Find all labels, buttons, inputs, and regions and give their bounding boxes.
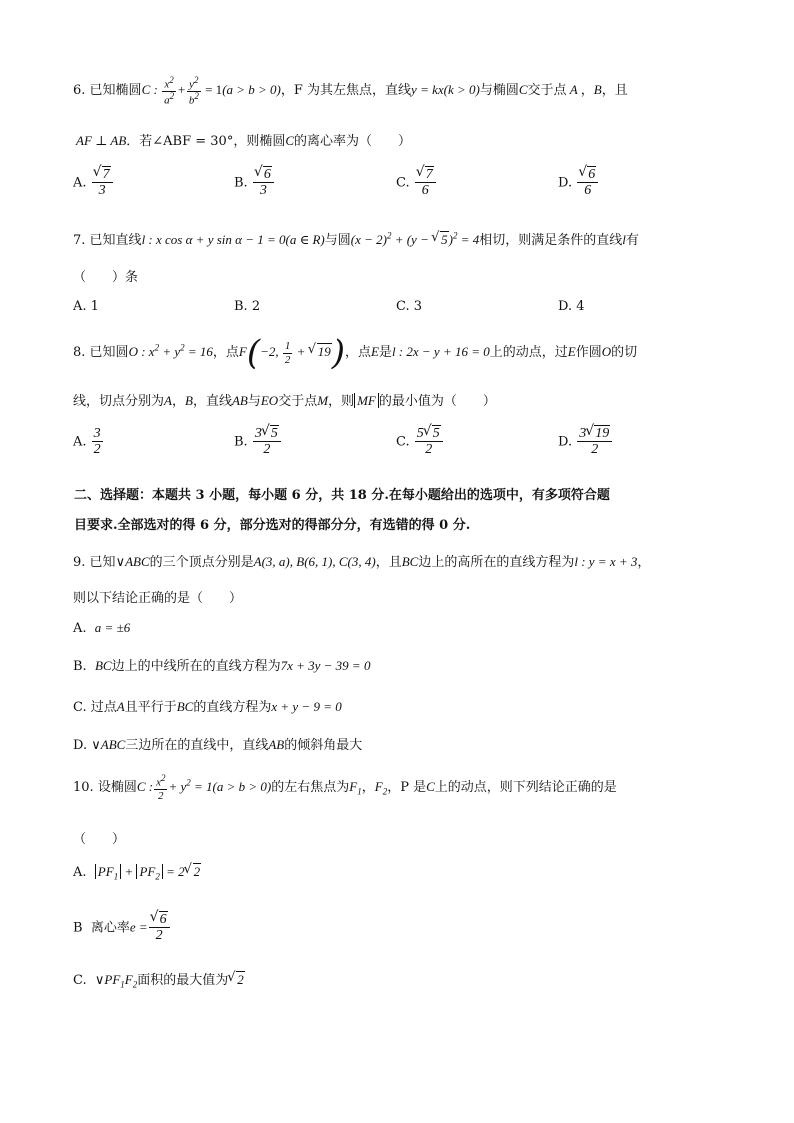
q6-option-d bbox=[558, 167, 599, 199]
math-circle-o: O : $x^2 + y^2 = 16$ bbox=[128, 342, 213, 359]
question-6-line-1: 6. 已知椭圆C : $\frac{x^2}{a^2}$ + $\frac{y^2}{b^2}$ = 1(a > b > 0)，F 为其左焦点，直线y = kx(k > 0)与椭圆C交于点 A ，B，且 bbox=[73, 75, 628, 107]
option-label: C. bbox=[396, 175, 414, 191]
question-7-line-2: （ ）条 bbox=[73, 270, 139, 285]
q8-option-a bbox=[73, 426, 104, 458]
option-label: A. bbox=[73, 434, 91, 450]
question-9-line-1: 9. 已知∨ABC的三个顶点分别是A(3, a), B(6, 1), C(3, 4)，且BC边上的高所在的直线方程为l : y = x + 3， bbox=[73, 554, 651, 570]
question-10-line-1: 10. 设椭圆C : $\frac{x^2}{2}$ + $y^2 = 1(a > b > 0)$的左右焦点为$F_1$，$F_2$，P 是C上的动点，则下列结论正确的是 bbox=[73, 773, 617, 802]
q6-option-c bbox=[396, 167, 437, 199]
option-fraction: $\frac{5√ 5}{2}$ bbox=[415, 426, 443, 458]
q10-option-a: A. $PF_1 + PF_2 = 2√$ 2 bbox=[73, 864, 201, 882]
q9-option-b: B. BC边上的中线所在的直线方程为7x + 3y − 39 = 0 bbox=[73, 658, 371, 674]
math-ellipse-c: C : $\frac{x^2}{2}$ + $y^2 = 1(a > b > 0)$ bbox=[136, 773, 272, 802]
option-label: B. bbox=[234, 175, 252, 191]
math-point-f: F(−2, $\frac{1}{2}$ + √ 19) bbox=[239, 344, 345, 359]
q7-option-a: A. 1 bbox=[73, 299, 99, 314]
option-label: A. bbox=[73, 175, 91, 191]
option-label: D. bbox=[558, 175, 577, 191]
section-2-heading-line-1: 二、选择题：本题共 3 小题，每小题 6 分，共 18 分.在每小题给出的选项中，有多项符合题 bbox=[74, 488, 610, 503]
question-8-line-2: 线，切点分别为A，B，直线AB与EO交于点M，则 MF 的最小值为（ ） bbox=[73, 393, 496, 409]
option-fraction: $\frac{3√ 5}{2}$ bbox=[253, 426, 281, 458]
question-8-line-1: 8. 已知圆O : $x^2 + y^2 = 16$，点F(−2, $\frac{1}{2}$ + √ 19)，点E是l : 2x − y + 16 = 0上的动点，过E作圆O的切 bbox=[73, 336, 637, 370]
option-label: C. bbox=[396, 434, 414, 450]
q6-option-b bbox=[234, 167, 275, 199]
q9-option-d: D. ∨ABC三边所在的直线中，直线AB的倾斜角最大 bbox=[73, 737, 363, 753]
question-9-line-2: 则以下结论正确的是（ ） bbox=[73, 591, 243, 606]
question-6-line-2: AF ⊥ AB．若∠ABF = 30°，则椭圆C的离心率为（ ） bbox=[76, 133, 412, 149]
section-2-heading-line-2: 目要求.全部选对的得 6 分，部分选对的得部分分，有选错的得 0 分. bbox=[74, 518, 471, 533]
q9-option-a: A. a = ±6 bbox=[73, 620, 131, 636]
option-label: D. bbox=[558, 434, 577, 450]
math-vertices: A(3, a), B(6, 1), C(3, 4) bbox=[253, 554, 376, 569]
math-ellipse-eq: C : $\frac{x^2}{a^2}$ + $\frac{y^2}{b^2}$ = 1(a > b > 0) bbox=[141, 75, 281, 107]
q10-option-b: B 离心率e = √ $\frac{6}{2}$ bbox=[73, 912, 171, 944]
option-fraction: √ $\frac{6}{6}$ bbox=[577, 167, 598, 199]
q8-option-c bbox=[396, 426, 444, 458]
q6-option-a bbox=[73, 167, 114, 199]
option-fraction: $\frac{3√ 19}{2}$ bbox=[577, 426, 612, 458]
q8-option-b bbox=[234, 426, 282, 458]
option-fraction: $\frac{3}{2}$ bbox=[93, 426, 101, 458]
question-7-line-1: 7. 已知直线l : x cos α + y sin α − 1 = 0(a ∈ R)与圆$(x - 2)^2 + (y$ − √ 5)$^2$ = 4相切，则满足条件的直线l有 bbox=[73, 229, 639, 248]
q7-option-d: D. 4 bbox=[558, 299, 585, 314]
q10-option-c: C. $\vee PF_1F_2$面积的最大值为√ 2 bbox=[73, 969, 245, 990]
option-fraction: √ $\frac{6}{3}$ bbox=[253, 167, 274, 199]
q7-option-b: B. 2 bbox=[234, 299, 261, 314]
q9-option-c: C. 过点A且平行于BC的直线方程为x + y − 9 = 0 bbox=[73, 699, 342, 715]
option-fraction: √ $\frac{7}{6}$ bbox=[415, 167, 436, 199]
question-10-line-2: （ ） bbox=[73, 832, 126, 847]
q7-option-c: C. 3 bbox=[396, 299, 423, 314]
option-fraction: √ $\frac{7}{3}$ bbox=[92, 167, 113, 199]
math-circle-eq: $(x - 2)^2 + (y$ − √ 5)$^2$ = 4 bbox=[351, 232, 479, 247]
q8-option-d bbox=[558, 426, 613, 458]
option-label: B. bbox=[234, 434, 252, 450]
